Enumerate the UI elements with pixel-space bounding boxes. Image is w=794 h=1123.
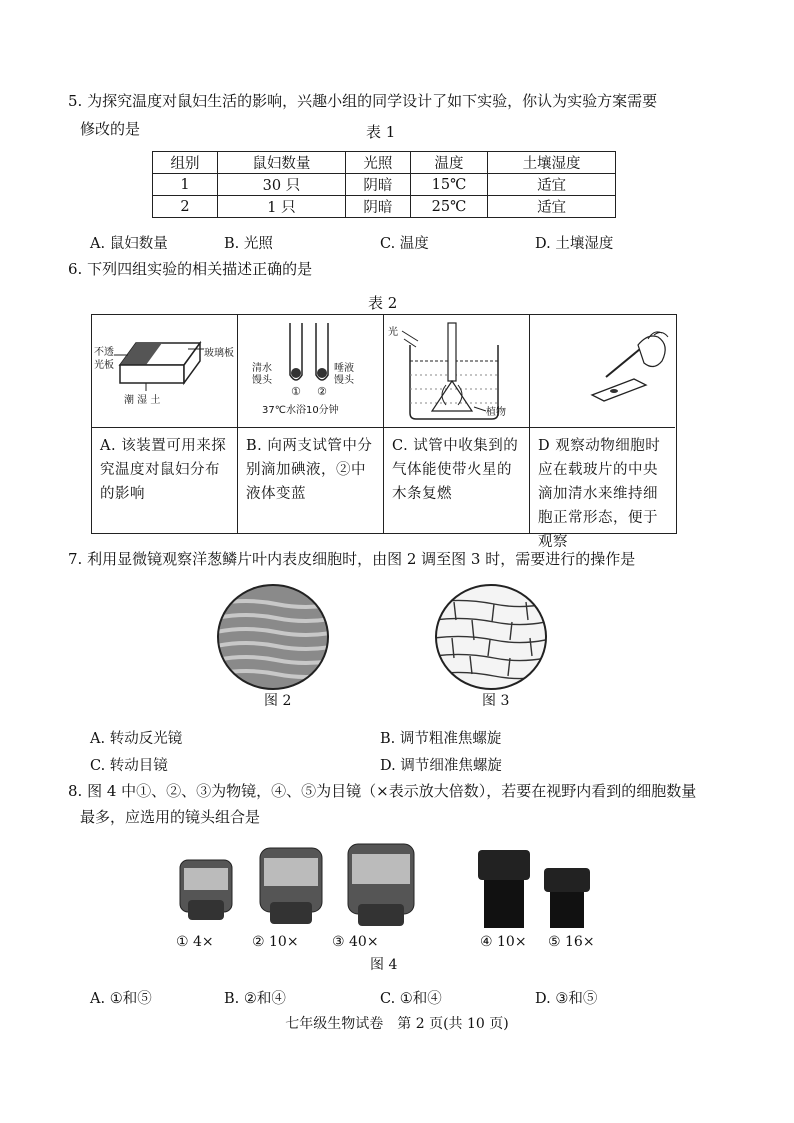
- objective-lenses-image: [170, 836, 420, 932]
- q8-stem-line2: 最多，应选用的镜头组合是: [80, 808, 261, 826]
- table-row: [153, 174, 616, 196]
- q5-option-d[interactable]: D. 土壤湿度: [535, 236, 614, 252]
- fig-b-num-1: ①: [291, 385, 301, 398]
- table-cell: 适宜: [488, 196, 616, 218]
- table-header-cell: 土壤湿度: [488, 152, 616, 174]
- fig-b-right-1: 唾液: [334, 363, 354, 374]
- fig-b-left-2: 馒头: [252, 375, 272, 386]
- fig-b-cell: [238, 315, 384, 427]
- q6-option-d[interactable]: D 观察动物细胞时应在载玻片的中央滴加清水来维持细胞正常形态，便于观察: [530, 427, 675, 533]
- table-cell: 15℃: [410, 174, 487, 196]
- table-header-cell: 温度: [410, 152, 487, 174]
- figure-3-caption: 图 3: [482, 693, 510, 709]
- fig-a-cell: [92, 315, 238, 427]
- lens-label-5: ⑤ 16×: [548, 934, 595, 950]
- q5-stem-line2: 修改的是: [80, 120, 141, 138]
- dropper-slide-diagram: [530, 315, 675, 427]
- q5-option-b[interactable]: B. 光照: [224, 236, 273, 252]
- fig-a-label-soil: 潮 湿 土: [124, 395, 161, 406]
- table1-title: 表 1: [366, 123, 396, 141]
- lens-label-3: ③ 40×: [332, 934, 379, 950]
- lens-label-4: ④ 10×: [480, 934, 527, 950]
- table-header-row: [153, 152, 616, 174]
- fig-c-cell: [384, 315, 530, 427]
- table-cell: 25℃: [410, 196, 487, 218]
- fig-b-num-2: ②: [317, 385, 327, 398]
- q6-stem: 6. 下列四组实验的相关描述正确的是: [68, 260, 313, 278]
- q6-option-a[interactable]: A. 该装置可用来探究温度对鼠妇分布的影响: [92, 427, 238, 533]
- fig-a-label-glass: 玻璃板: [204, 348, 234, 359]
- table1: [152, 151, 616, 218]
- q8-stem-line1: 8. 图 4 中①、②、③为物镜，④、⑤为目镜（×表示放大倍数），若要在视野内看到的细胞数量: [68, 782, 697, 800]
- lens-label-1: ① 4×: [176, 934, 214, 950]
- fig-b-left-1: 清水: [252, 363, 272, 374]
- table-header-cell: 光照: [345, 152, 410, 174]
- fig-b-right-2: 馒头: [334, 375, 354, 386]
- figure-2-blurry-view: [216, 584, 330, 690]
- fig-d-cell: [530, 315, 675, 427]
- mealworm-box-diagram: [92, 315, 238, 427]
- eyepiece-lenses-image: [470, 846, 620, 932]
- fig-a-label-opaque-2: 光板: [94, 360, 114, 371]
- table-cell: 2: [153, 196, 218, 218]
- q8-option-c[interactable]: C. ①和④: [380, 991, 442, 1007]
- table-header-cell: 组别: [153, 152, 218, 174]
- beaker-plant-diagram: [384, 315, 530, 427]
- q7-stem: 7. 利用显微镜观察洋葱鳞片叶内表皮细胞时，由图 2 调至图 3 时，需要进行的操作是: [68, 550, 636, 568]
- q8-option-a[interactable]: A. ①和⑤: [90, 991, 152, 1007]
- q7-option-c[interactable]: C. 转动目镜: [90, 758, 168, 774]
- page-footer: 七年级生物试卷 第 2 页(共 10 页): [285, 1016, 509, 1032]
- table-cell: 1 只: [218, 196, 346, 218]
- q7-option-a[interactable]: A. 转动反光镜: [90, 731, 183, 747]
- table-header-cell: 鼠妇数量: [218, 152, 346, 174]
- q8-option-b[interactable]: B. ②和④: [224, 991, 286, 1007]
- q7-option-b[interactable]: B. 调节粗准焦螺旋: [380, 731, 502, 747]
- table-cell: 适宜: [488, 174, 616, 196]
- q6-option-b[interactable]: B. 向两支试管中分别滴加碘液，②中液体变蓝: [238, 427, 384, 533]
- table2: [91, 314, 677, 550]
- q5-option-a[interactable]: A. 鼠妇数量: [90, 236, 168, 252]
- fig-c-light: 光: [388, 327, 398, 338]
- table-row: [153, 196, 616, 218]
- table-cell: 30 只: [218, 174, 346, 196]
- q8-option-d[interactable]: D. ③和⑤: [535, 991, 598, 1007]
- figure-2-caption: 图 2: [264, 693, 292, 709]
- table-cell: 阴暗: [345, 174, 410, 196]
- table-cell: 1: [153, 174, 218, 196]
- fig-b-waterbath: 37℃水浴10分钟: [262, 405, 339, 416]
- fig-c-plant: 植物: [486, 407, 506, 418]
- table2-title: 表 2: [368, 294, 398, 312]
- q7-option-d[interactable]: D. 调节细准焦螺旋: [380, 758, 502, 774]
- q5-stem-line1: 5. 为探究温度对鼠妇生活的影响，兴趣小组的同学设计了如下实验，你认为实验方案需要: [68, 92, 658, 110]
- q6-option-c[interactable]: C. 试管中收集到的气体能使带火星的木条复燃: [384, 427, 530, 533]
- fig-a-label-opaque-1: 不透: [94, 347, 114, 358]
- q5-option-c[interactable]: C. 温度: [380, 236, 429, 252]
- table-cell: 阴暗: [345, 196, 410, 218]
- lens-label-2: ② 10×: [252, 934, 299, 950]
- figure-4-caption: 图 4: [370, 957, 398, 973]
- figure-3-clear-view: [434, 584, 548, 690]
